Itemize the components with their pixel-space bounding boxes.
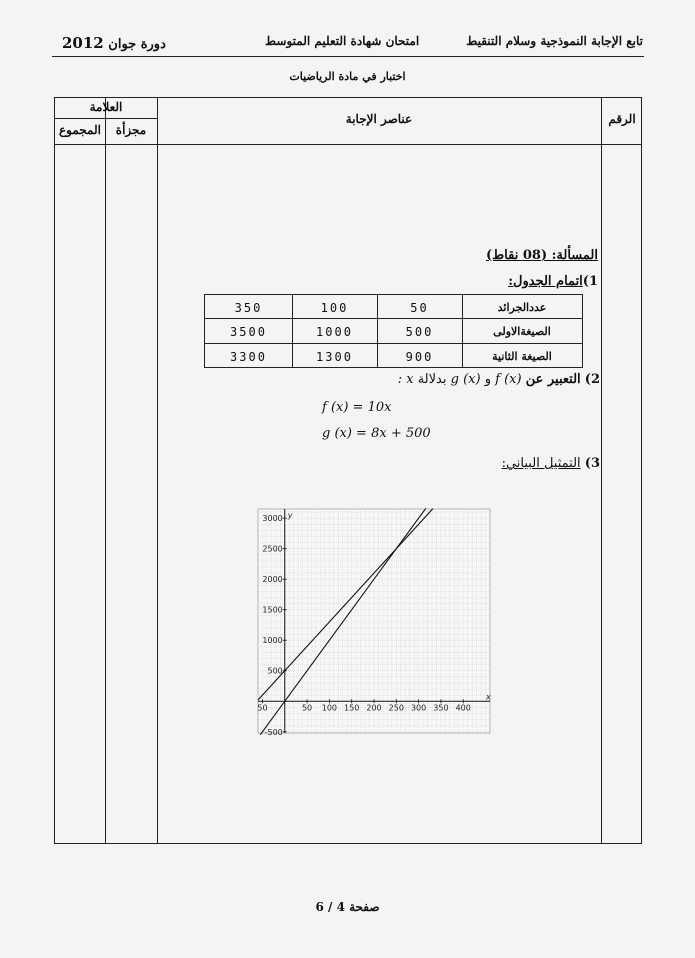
x-tick-label: 250 [388,703,404,713]
y-tick-label: 500 [267,666,283,676]
header-rule [52,56,644,57]
table-cell: 3300 [230,350,267,364]
y-tick-label: 3000 [262,514,283,524]
mark-subdivider [55,118,157,119]
header-center: امتحان شهادة التعليم المتوسط [265,34,420,48]
y-tick-label: 2500 [262,544,283,554]
col-divider-number [601,98,602,843]
table-row-label: عددالجرائد [497,301,547,314]
question-1-text: اتمام الجدول: [508,274,583,289]
x-axis-label: x [486,692,491,702]
question-2-g: g (x) [450,372,481,387]
x-tick-label: 300 [410,703,427,713]
question-2-and: و [484,372,491,387]
col-divider-partial [157,98,158,843]
table-cell: 500 [405,325,434,339]
problem-title: المسألة: (08 نقاط) [485,248,598,263]
x-tick-label: 50 [257,703,268,713]
x-tick-label: 200 [366,703,382,713]
header-year: 2012 [62,34,104,52]
header-session-label: دورة جوان [108,37,166,52]
answer-elements-header: عناصر الإجابة [345,112,413,126]
y-axis-label: y [287,511,293,520]
page-number: صفحة 4 / 6 [315,900,380,914]
question-2-in-terms: بدلالة [417,372,447,387]
question-2-x: x : [397,372,414,387]
table-row-label: الصيغة الثانية [492,350,552,363]
equation-f: f (x) = 10x [322,400,392,415]
table-cell: 900 [405,350,434,364]
number-header: الرقم [608,112,636,126]
table-row [205,344,582,368]
table-cell: 100 [320,301,349,315]
y-tick-label: 1500 [262,605,283,615]
x-tick-label: 100 [321,703,338,713]
total-header: المجموع [59,123,101,137]
subject-title: اختبار في مادة الرياضيات [289,70,406,83]
question-3 [430,456,600,471]
y-tick-label: 1000 [262,636,283,646]
table-cell: 1000 [316,325,353,339]
question-1 [476,274,598,289]
table-cell: 1300 [316,350,353,364]
header-row-rule [55,144,641,145]
x-tick-label: 150 [344,703,360,713]
table-row [205,319,582,343]
header-right: تابع الإجابة النموذجية وسلام التنقيط [466,34,643,48]
question-1-number: 1) [582,274,598,289]
equation-g: g (x) = 8x + 500 [322,426,431,441]
x-tick-label: 350 [433,703,449,713]
partial-header: مجزأة [115,123,147,137]
y-tick-label: -500 [264,727,283,737]
table-cell: 3500 [230,325,267,339]
question-2-number: 2) [584,372,600,387]
graph [252,505,496,737]
col-divider-total [105,98,106,843]
table-row [205,295,582,319]
question-3-number: 3) [584,456,600,471]
question-3-text: التمثيل البياني: [501,456,581,471]
mark-header: العلامة [89,100,123,114]
question-2 [300,372,600,387]
table-cell: 350 [234,301,263,315]
table-cell: 50 [410,301,429,315]
values-table [204,294,583,368]
header-session [62,34,166,52]
y-tick-label: 2000 [262,575,283,585]
question-2-f: f (x) [495,372,522,387]
x-tick-label: 400 [455,703,471,713]
table-row-label: الصيغةالاولى [493,325,551,338]
x-tick-label: 50 [301,703,313,713]
question-2-text: التعبير عن [525,372,581,387]
